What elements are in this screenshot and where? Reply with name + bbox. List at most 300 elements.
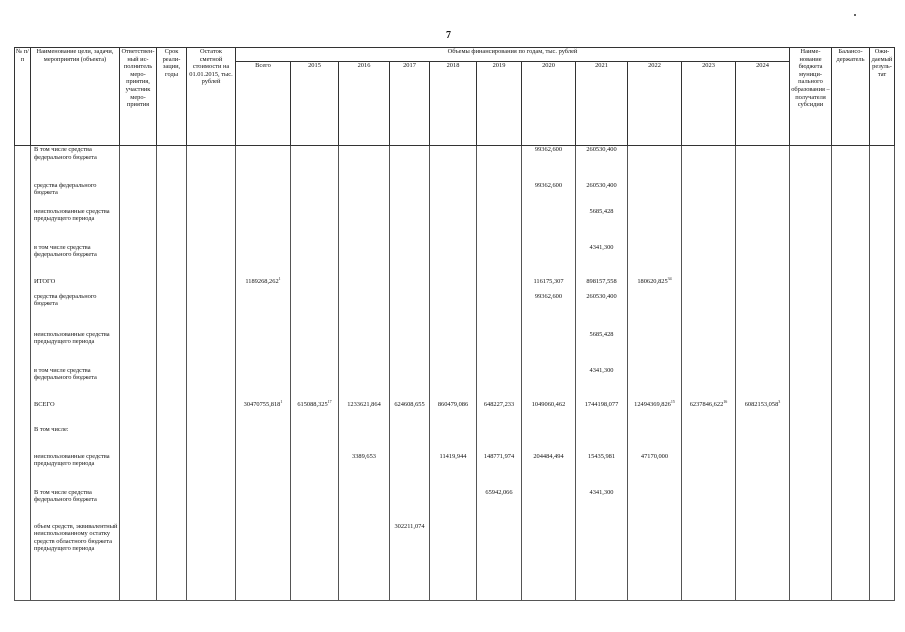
cell-year-2017 xyxy=(390,278,430,293)
cell-holder xyxy=(832,367,870,401)
cell-recipient xyxy=(790,523,832,601)
cell-name-value: в том числе средства федерального бюджета xyxy=(34,366,97,382)
cell-name xyxy=(31,293,120,331)
cell-recipient xyxy=(790,244,832,278)
cell-balance xyxy=(187,208,236,244)
cell-recipient xyxy=(790,293,832,331)
cell-name-value: В том числе: xyxy=(34,425,69,433)
cell-total xyxy=(236,208,291,244)
cell-holder xyxy=(832,208,870,244)
cell-year-2021 xyxy=(576,293,628,331)
cell-num xyxy=(15,426,31,453)
cell-year-2015 xyxy=(291,523,339,601)
cell-name xyxy=(31,331,120,367)
cell-result xyxy=(870,278,895,293)
cell-holder xyxy=(832,331,870,367)
cell-balance xyxy=(187,182,236,208)
cell-year-2015 xyxy=(291,398,339,426)
cell-num xyxy=(15,244,31,278)
cell-year-2017-value: 624608,655 xyxy=(394,400,425,408)
cell-year-2022 xyxy=(628,426,682,453)
cell-year-2016 xyxy=(339,278,390,293)
header-year: 2015 xyxy=(291,62,339,146)
cell-year-2020-value: 204484,494 xyxy=(533,452,564,460)
table-row xyxy=(15,293,895,331)
cell-year-2017 xyxy=(390,182,430,208)
cell-year-2016-value: 3389,653 xyxy=(352,452,376,460)
cell-num xyxy=(15,293,31,331)
page-number: 7 xyxy=(446,30,451,41)
cell-executor xyxy=(120,146,157,182)
cell-year-2021-value: 4341,300 xyxy=(589,366,614,374)
footnote-ref: 1 xyxy=(278,275,281,281)
cell-total xyxy=(236,182,291,208)
cell-year-2019 xyxy=(477,278,522,293)
table-row xyxy=(15,182,895,208)
table-body xyxy=(15,146,895,601)
cell-holder xyxy=(832,489,870,523)
cell-term xyxy=(157,489,187,523)
cell-year-2017 xyxy=(390,208,430,244)
cell-year-2018 xyxy=(430,453,477,489)
cell-year-2024 xyxy=(736,278,790,293)
cell-recipient xyxy=(790,331,832,367)
cell-year-2022 xyxy=(628,293,682,331)
cell-year-2015 xyxy=(291,278,339,293)
cell-result xyxy=(870,426,895,453)
cell-year-2016 xyxy=(339,523,390,601)
cell-year-2018 xyxy=(430,401,477,426)
cell-executor xyxy=(120,278,157,293)
cell-year-2017 xyxy=(390,244,430,278)
cell-num xyxy=(15,523,31,601)
cell-total xyxy=(236,523,291,601)
cell-year-2023 xyxy=(682,426,736,453)
cell-num xyxy=(15,146,31,182)
cell-executor xyxy=(120,331,157,367)
cell-year-2015 xyxy=(291,208,339,244)
cell-holder xyxy=(832,401,870,426)
cell-year-2018 xyxy=(430,278,477,293)
cell-name-value: В том числе средства федерального бюджета xyxy=(34,488,97,504)
header-year: 2022 xyxy=(628,62,682,146)
cell-term xyxy=(157,182,187,208)
cell-name xyxy=(31,453,120,489)
cell-balance xyxy=(187,523,236,601)
cell-year-2016 xyxy=(339,489,390,523)
cell-year-2016 xyxy=(339,453,390,489)
cell-name-value: неиспользованные средства предыдущего периода xyxy=(34,330,110,346)
cell-recipient xyxy=(790,367,832,401)
cell-balance xyxy=(187,426,236,453)
cell-year-2024 xyxy=(736,398,790,426)
cell-year-2019 xyxy=(477,208,522,244)
cell-year-2024 xyxy=(736,426,790,453)
cell-holder xyxy=(832,244,870,278)
cell-result xyxy=(870,523,895,601)
cell-recipient xyxy=(790,278,832,293)
cell-year-2021-value: 898157,558 xyxy=(586,277,617,285)
cell-num xyxy=(15,489,31,523)
cell-total xyxy=(236,146,291,182)
financing-table xyxy=(14,47,895,601)
header-year: 2024 xyxy=(736,62,790,146)
cell-result xyxy=(870,453,895,489)
cell-year-2017-value: 302211,074 xyxy=(394,522,425,530)
cell-year-2022 xyxy=(628,331,682,367)
cell-year-2018-value: 11419,944 xyxy=(439,452,467,460)
cell-year-2020-value: 99362,600 xyxy=(534,181,563,189)
cell-recipient xyxy=(790,146,832,182)
cell-term xyxy=(157,426,187,453)
cell-recipient xyxy=(790,208,832,244)
cell-year-2023 xyxy=(682,208,736,244)
cell-term xyxy=(157,208,187,244)
cell-result xyxy=(870,208,895,244)
cell-year-2018 xyxy=(430,331,477,367)
cell-year-2021 xyxy=(576,523,628,601)
cell-year-2022 xyxy=(628,182,682,208)
cell-year-2019 xyxy=(477,367,522,401)
cell-result xyxy=(870,489,895,523)
cell-num xyxy=(15,278,31,293)
cell-year-2022 xyxy=(628,398,682,426)
cell-term xyxy=(157,293,187,331)
cell-name xyxy=(31,401,120,426)
cell-year-2020-value: 116175,307 xyxy=(533,277,564,285)
cell-balance xyxy=(187,489,236,523)
cell-year-2016-value: 1233621,864 xyxy=(347,400,381,408)
cell-result xyxy=(870,367,895,401)
cell-year-2021-value: 4341,300 xyxy=(589,488,614,496)
header-year: 2021 xyxy=(576,62,628,146)
cell-year-2021 xyxy=(576,146,628,182)
cell-name-value: средства федерального бюджета xyxy=(34,181,97,197)
cell-year-2021-value: 4341,300 xyxy=(589,243,614,251)
cell-year-2023 xyxy=(682,146,736,182)
cell-year-2018 xyxy=(430,367,477,401)
cell-executor xyxy=(120,453,157,489)
cell-year-2020-value: 1049060,462 xyxy=(531,400,566,408)
cell-year-2024 xyxy=(736,293,790,331)
cell-name xyxy=(31,489,120,523)
cell-holder xyxy=(832,182,870,208)
header-year: 2020 xyxy=(522,62,576,146)
cell-year-2023 xyxy=(682,523,736,601)
cell-year-2018 xyxy=(430,146,477,182)
cell-year-2024 xyxy=(736,244,790,278)
cell-num xyxy=(15,453,31,489)
cell-balance xyxy=(187,244,236,278)
cell-year-2020 xyxy=(522,489,576,523)
cell-year-2020 xyxy=(522,401,576,426)
cell-year-2018 xyxy=(430,244,477,278)
cell-year-2020 xyxy=(522,278,576,293)
cell-year-2022 xyxy=(628,146,682,182)
cell-year-2016 xyxy=(339,293,390,331)
cell-total-value: 30470755,818 xyxy=(243,400,281,408)
cell-num xyxy=(15,182,31,208)
cell-name-value: В том числе средства федерального бюджета xyxy=(34,146,97,161)
cell-num xyxy=(15,331,31,367)
cell-year-2023 xyxy=(682,489,736,523)
cell-year-2019 xyxy=(477,453,522,489)
cell-year-2019-value: 648227,233 xyxy=(483,400,515,408)
cell-year-2016 xyxy=(339,426,390,453)
cell-recipient xyxy=(790,453,832,489)
cell-year-2022 xyxy=(628,489,682,523)
cell-recipient xyxy=(790,182,832,208)
cell-holder xyxy=(832,453,870,489)
cell-year-2023-value: 6237846,622 xyxy=(689,400,724,408)
cell-balance xyxy=(187,367,236,401)
table-row xyxy=(15,331,895,367)
header-year: 2019 xyxy=(477,62,522,146)
cell-executor xyxy=(120,244,157,278)
cell-recipient xyxy=(790,401,832,426)
table-row xyxy=(15,523,895,601)
table-row xyxy=(15,208,895,244)
cell-name-value: в том числе средства федерального бюджета xyxy=(34,243,97,259)
table-row xyxy=(15,426,895,453)
cell-year-2017 xyxy=(390,401,430,426)
cell-year-2021-value: 5685,428 xyxy=(589,207,614,215)
cell-total xyxy=(236,489,291,523)
cell-name xyxy=(31,244,120,278)
cell-name-value: ВСЕГО xyxy=(34,400,55,408)
cell-year-2015 xyxy=(291,426,339,453)
cell-year-2020 xyxy=(522,331,576,367)
cell-year-2024 xyxy=(736,146,790,182)
cell-year-2019 xyxy=(477,426,522,453)
cell-year-2015 xyxy=(291,293,339,331)
cell-year-2022-value: 180620,825 xyxy=(637,277,668,285)
cell-year-2016 xyxy=(339,208,390,244)
cell-holder xyxy=(832,278,870,293)
footnote-ref: 3 xyxy=(778,398,781,404)
cell-year-2022-value: 12494369,826 xyxy=(634,400,671,408)
cell-name-value: ИТОГО xyxy=(34,277,56,285)
cell-name xyxy=(31,523,120,601)
table-row xyxy=(15,489,895,523)
cell-term xyxy=(157,278,187,293)
cell-holder xyxy=(832,426,870,453)
cell-holder xyxy=(832,146,870,182)
scan-speck xyxy=(854,14,856,16)
cell-year-2024 xyxy=(736,523,790,601)
cell-year-2022 xyxy=(628,523,682,601)
cell-year-2017 xyxy=(390,453,430,489)
cell-year-2021 xyxy=(576,244,628,278)
cell-year-2021-value: 260530,400 xyxy=(586,181,617,189)
header-num: № п/п xyxy=(15,48,31,146)
table-header xyxy=(15,48,895,146)
cell-term xyxy=(157,331,187,367)
cell-year-2020 xyxy=(522,208,576,244)
cell-year-2021-value: 260530,400 xyxy=(586,292,617,300)
header-holder: Балансодержатель xyxy=(832,48,870,146)
header-term: Срок реализации, годы xyxy=(157,48,187,146)
cell-executor xyxy=(120,367,157,401)
cell-executor xyxy=(120,182,157,208)
cell-year-2020-value: 99362,600 xyxy=(534,292,563,300)
cell-balance xyxy=(187,293,236,331)
cell-balance xyxy=(187,331,236,367)
cell-result xyxy=(870,401,895,426)
cell-total xyxy=(236,398,291,426)
cell-num xyxy=(15,401,31,426)
header-total: Всего xyxy=(236,62,291,146)
cell-year-2021 xyxy=(576,489,628,523)
cell-year-2023 xyxy=(682,278,736,293)
cell-name-value: неиспользованные средства предыдущего периода xyxy=(34,207,110,223)
footnote-ref: 16 xyxy=(723,398,728,404)
cell-year-2018 xyxy=(430,293,477,331)
cell-year-2021-value: 5685,428 xyxy=(589,330,614,338)
cell-name-value: средства федерального бюджета xyxy=(34,292,97,308)
cell-year-2015-value: 615088,325 xyxy=(297,400,328,408)
cell-year-2019 xyxy=(477,244,522,278)
cell-year-2015 xyxy=(291,331,339,367)
cell-year-2023 xyxy=(682,244,736,278)
cell-year-2015 xyxy=(291,244,339,278)
header-result: Ожидаемый результат xyxy=(870,48,895,146)
cell-year-2024-value: 6082153,058 xyxy=(744,400,779,408)
cell-recipient xyxy=(790,489,832,523)
cell-year-2016 xyxy=(339,244,390,278)
cell-year-2024 xyxy=(736,208,790,244)
cell-num xyxy=(15,208,31,244)
footnote-ref: 1 xyxy=(280,398,283,404)
cell-term xyxy=(157,367,187,401)
cell-year-2022-value: 47170,000 xyxy=(640,452,669,460)
cell-year-2020 xyxy=(522,367,576,401)
header-year: 2023 xyxy=(682,62,736,146)
table-row xyxy=(15,244,895,278)
cell-year-2023 xyxy=(682,182,736,208)
cell-year-2020-value: 99362,600 xyxy=(534,146,563,153)
cell-year-2024 xyxy=(736,489,790,523)
cell-name xyxy=(31,367,120,401)
cell-recipient xyxy=(790,426,832,453)
cell-total xyxy=(236,453,291,489)
header-name: Наименование цели, задачи, мероприятия (объекта) xyxy=(31,48,120,146)
cell-year-2021 xyxy=(576,182,628,208)
table-row xyxy=(15,146,895,182)
header-recipient: Наименование бюджета муниципального образования – получателя субсидии xyxy=(790,48,832,146)
header-year: 2016 xyxy=(339,62,390,146)
cell-year-2020 xyxy=(522,182,576,208)
cell-year-2017 xyxy=(390,331,430,367)
cell-result xyxy=(870,331,895,367)
cell-term xyxy=(157,453,187,489)
cell-year-2024 xyxy=(736,453,790,489)
cell-year-2021 xyxy=(576,331,628,367)
cell-holder xyxy=(832,293,870,331)
cell-term xyxy=(157,523,187,601)
cell-year-2022 xyxy=(628,453,682,489)
cell-total xyxy=(236,331,291,367)
cell-year-2021 xyxy=(576,453,628,489)
cell-year-2015 xyxy=(291,453,339,489)
cell-year-2018 xyxy=(430,182,477,208)
cell-term xyxy=(157,401,187,426)
table-row xyxy=(15,453,895,489)
cell-year-2018 xyxy=(430,208,477,244)
cell-year-2018 xyxy=(430,426,477,453)
footnote-ref: 15 xyxy=(670,398,675,404)
cell-result xyxy=(870,182,895,208)
cell-year-2016 xyxy=(339,331,390,367)
cell-year-2019 xyxy=(477,182,522,208)
table-row xyxy=(15,367,895,401)
cell-year-2021 xyxy=(576,401,628,426)
cell-year-2017 xyxy=(390,367,430,401)
cell-name-value: объем средств, эквивалентный неиспользованному остатку средств областного бюджета предыдущего периода xyxy=(34,522,118,553)
cell-year-2020 xyxy=(522,426,576,453)
cell-year-2019 xyxy=(477,331,522,367)
cell-year-2020 xyxy=(522,523,576,601)
cell-year-2017 xyxy=(390,426,430,453)
cell-year-2019 xyxy=(477,489,522,523)
cell-balance xyxy=(187,146,236,182)
cell-executor xyxy=(120,293,157,331)
footnote-ref: 34 xyxy=(667,275,672,281)
header-year: 2018 xyxy=(430,62,477,146)
cell-year-2016 xyxy=(339,367,390,401)
cell-total-value: 1189268,262 xyxy=(245,277,279,285)
cell-year-2021-value: 15435,981 xyxy=(587,452,616,460)
cell-holder xyxy=(832,523,870,601)
footnote-ref: 17 xyxy=(327,398,332,404)
cell-year-2019-value: 65942,066 xyxy=(485,488,513,496)
cell-year-2019-value: 148771,974 xyxy=(483,452,515,460)
cell-balance xyxy=(187,278,236,293)
cell-year-2021 xyxy=(576,426,628,453)
cell-year-2022 xyxy=(628,208,682,244)
cell-year-2019 xyxy=(477,293,522,331)
cell-executor xyxy=(120,489,157,523)
cell-year-2018 xyxy=(430,489,477,523)
cell-year-2017 xyxy=(390,489,430,523)
cell-term xyxy=(157,146,187,182)
cell-year-2019 xyxy=(477,401,522,426)
cell-name xyxy=(31,182,120,208)
header-year: 2017 xyxy=(390,62,430,146)
financing-table-wrapper xyxy=(14,47,895,601)
cell-year-2017 xyxy=(390,146,430,182)
cell-year-2019 xyxy=(477,523,522,601)
cell-name xyxy=(31,146,120,182)
cell-term xyxy=(157,244,187,278)
cell-year-2021 xyxy=(576,278,628,293)
table-row xyxy=(15,278,895,293)
cell-year-2016 xyxy=(339,146,390,182)
cell-total xyxy=(236,293,291,331)
cell-name xyxy=(31,208,120,244)
cell-year-2015 xyxy=(291,146,339,182)
cell-year-2020 xyxy=(522,453,576,489)
cell-year-2015 xyxy=(291,182,339,208)
cell-executor xyxy=(120,401,157,426)
cell-year-2023 xyxy=(682,453,736,489)
cell-year-2019 xyxy=(477,146,522,182)
cell-executor xyxy=(120,426,157,453)
cell-year-2017 xyxy=(390,293,430,331)
header-executor: Ответственный исполнитель мероприятия, участник мероприятия xyxy=(120,48,157,146)
cell-year-2023 xyxy=(682,293,736,331)
cell-result xyxy=(870,146,895,182)
